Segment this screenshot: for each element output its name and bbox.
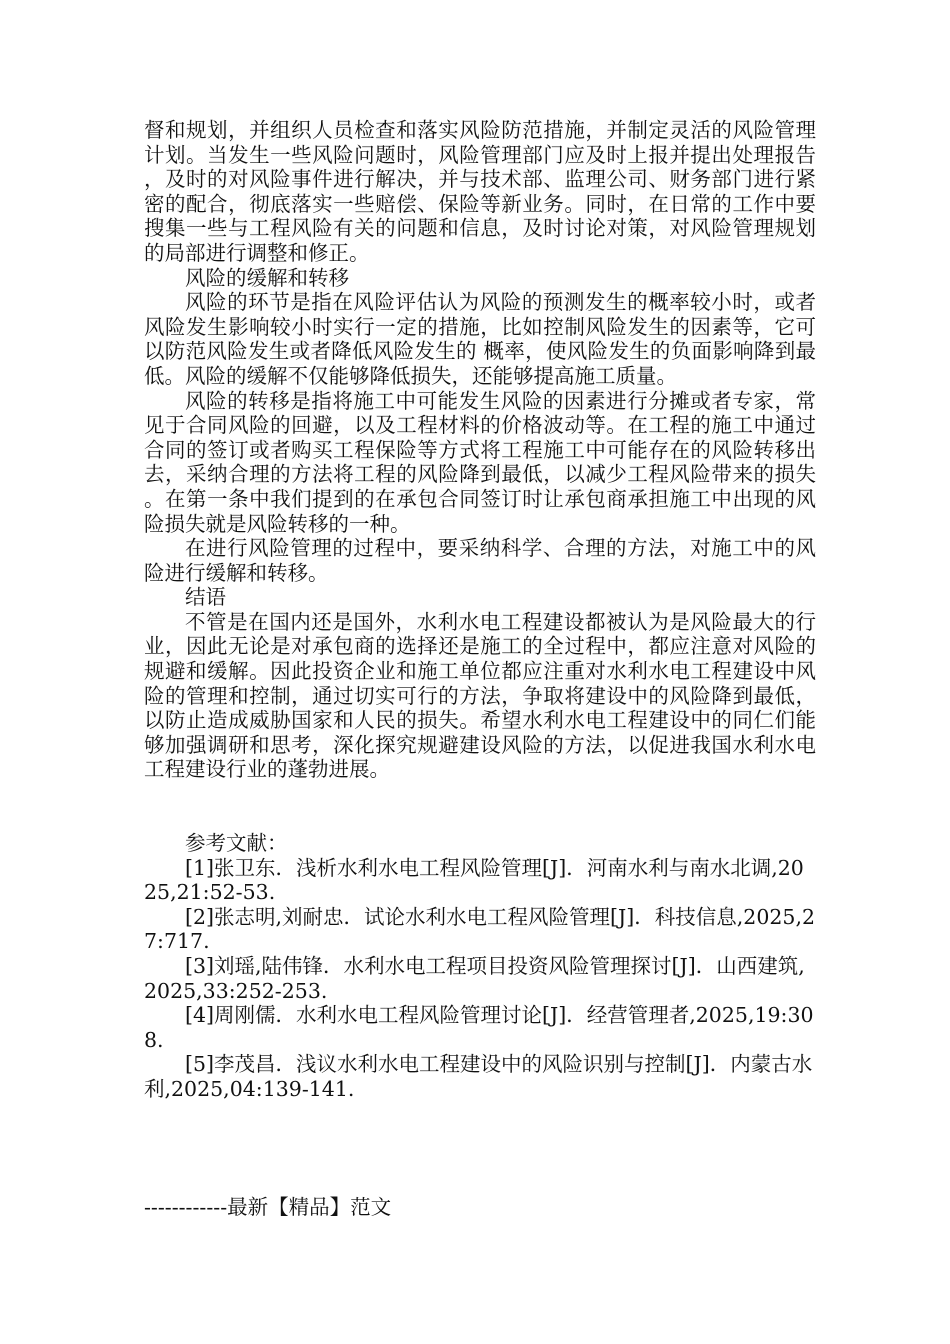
body-paragraph-1: 督和规划，并组织人员检查和落实风险防范措施，并制定灵活的风险管理计划。当发生一些风险问题时，风险管理部门应及时上报并提出处理报告，及时的对风险事件进行解决，并与技术部、监理公司、财务部门进行紧密的配合，彻底落实一些赔偿、保险等新业务。同时，在日常的工作中要搜集一些与工程风险有关的问题和信息，及时讨论对策，对风险管理规划的局部进行调整和修正。: [144, 118, 816, 265]
reference-item-2: [2]张志明,刘耐忠．试论水利水电工程风险管理[J]．科技信息,2025,27:717.: [144, 904, 816, 954]
body-paragraph-2: 风险的环节是指在风险评估认为风险的预测发生的概率较小时，或者风险发生影响较小时实行一定的措施，比如控制风险发生的因素等，它可以防范风险发生或者降低风险发生的 概率，使风险发生的负面影响降到最低。风险的缓解不仅能够降低损失，还能够提高施工质量。: [144, 290, 816, 388]
body-paragraph-4: 在进行风险管理的过程中，要采纳科学、合理的方法，对施工中的风险进行缓解和转移。: [144, 536, 816, 585]
body-paragraph-5: 不管是在国内还是国外，水利水电工程建设都被认为是风险最大的行业，因此无论是对承包商的选择还是施工的全过程中，都应注意对风险的规避和缓解。因此投资企业和施工单位都应注重对水利水电工程建设中风险的管理和控制，通过切实可行的方法，争取将建设中的风险降到最低，以防止造成威胁国家和人民的损失。希望水利水电工程建设中的同仁们能够加强调研和思考，深化探究规避建设风险的方法，以促进我国水利水电工程建设行业的蓬勃进展。: [144, 609, 816, 782]
footer-text: ------------最新【精品】范文: [144, 1195, 392, 1219]
references-title: 参考文献：: [185, 831, 288, 856]
section-heading-conclusion: 结语: [185, 585, 226, 610]
reference-item-1: [1]张卫东．浅析水利水电工程风险管理[J]．河南水利与南水北调,2025,21:52-53.: [144, 855, 804, 905]
spacer: [144, 782, 816, 831]
reference-item-4: [4]周刚儒．水利水电工程风险管理讨论[J]．经营管理者,2025,19:308.: [144, 1003, 814, 1052]
reference-item-3: [3]刘瑶,陆伟锋．水利水电工程项目投资风险管理探讨[J]．山西建筑,2025,33:252-253.: [144, 954, 805, 1003]
reference-item-5: [5]李茂昌．浅议水利水电工程建设中的风险识别与控制[J]．内蒙古水利,2025,04:139-141.: [144, 1052, 813, 1101]
section-heading-mitigation: 风险的缓解和转移: [185, 265, 349, 290]
body-paragraph-3: 风险的转移是指将施工中可能发生风险的因素进行分摊或者专家，常见于合同风险的回避，以及工程材料的价格波动等。在工程的施工中通过合同的签订或者购买工程保险等方式将工程施工中可能存在的风险转移出去，采纳合理的方法将工程的风险降到最低，以减少工程风险带来的损失。在第一条中我们提到的在承包合同签订时让承包商承担施工中出现的风险损失就是风险转移的一种。: [144, 388, 816, 536]
document-page: [144, 118, 816, 1102]
